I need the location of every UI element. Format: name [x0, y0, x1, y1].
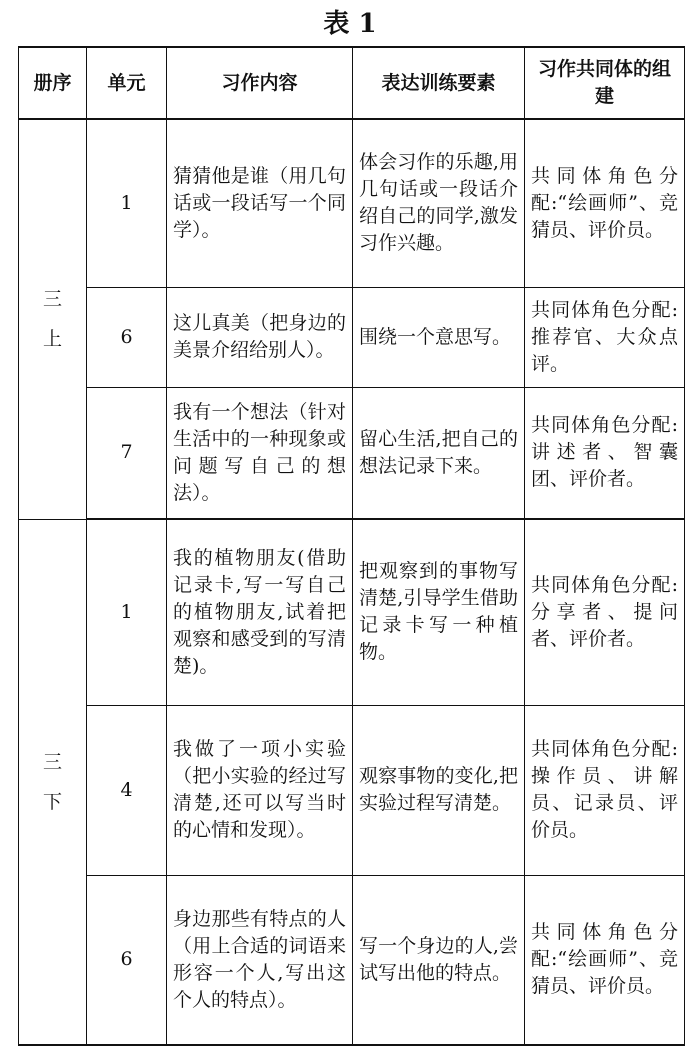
table-row: [19, 119, 685, 287]
community-cell: 共同体角色分配:分享者、提问者、评价者。: [525, 519, 685, 705]
skill-cell: 写一个身边的人,尝试写出他的特点。: [353, 875, 525, 1045]
table-caption: 表 1: [323, 9, 377, 39]
community-cell: 共同体角色分配:操作员、讲解员、记录员、评价员。: [525, 705, 685, 875]
table-row: [19, 705, 685, 875]
header-content: 习作内容: [167, 47, 353, 119]
community-cell: 共同体角色分配:“绘画师”、竞猜员、评价员。: [525, 875, 685, 1045]
unit-cell: 1: [87, 519, 167, 705]
content-cell: 猜猜他是谁（用几句话或一段话写一个同学）。: [167, 119, 353, 287]
community-cell: 共同体角色分配:推荐官、大众点评。: [525, 287, 685, 387]
header-community: 习作共同体的组建: [525, 47, 685, 119]
content-cell: 身边那些有特点的人（用上合适的词语来形容一个人,写出这个人的特点）。: [167, 875, 353, 1045]
skill-cell: 观察事物的变化,把实验过程写清楚。: [353, 705, 525, 875]
community-cell: 共同体角色分配:讲述者、智囊团、评价者。: [525, 387, 685, 519]
skill-cell: 留心生活,把自己的想法记录下来。: [353, 387, 525, 519]
content-cell: 我的植物朋友(借助记录卡,写一写自己的植物朋友,试着把观察和感受到的写清楚)。: [167, 519, 353, 705]
header-row: [19, 47, 685, 119]
content-cell: 我有一个想法（针对生活中的一种现象或问题写自己的想法）。: [167, 387, 353, 519]
skill-cell: 体会习作的乐趣,用几句话或一段话介绍自己的同学,激发习作兴趣。: [353, 119, 525, 287]
table-row: [19, 287, 685, 387]
unit-cell: 4: [87, 705, 167, 875]
content-cell: 这儿真美（把身边的美景介绍给别人）。: [167, 287, 353, 387]
skill-cell: 把观察到的事物写清楚,引导学生借助记录卡写一种植物。: [353, 519, 525, 705]
grade-cell: [19, 119, 87, 519]
table-row: [19, 875, 685, 1045]
header-volume: 册序: [19, 47, 87, 119]
header-unit: 单元: [87, 47, 167, 119]
content-cell: 我做了一项小实验（把小实验的经过写清楚,还可以写当时的心情和发现）。: [167, 705, 353, 875]
unit-cell: 6: [87, 875, 167, 1045]
table-row: [19, 519, 685, 705]
grade-label: 三上: [42, 288, 62, 351]
table-row: [19, 387, 685, 519]
header-skill: 表达训练要素: [353, 47, 525, 119]
unit-cell: 6: [87, 287, 167, 387]
grade-label: 三下: [42, 750, 62, 813]
unit-cell: 1: [87, 119, 167, 287]
grade-cell: [19, 519, 87, 1045]
community-cell: 共同体角色分配:“绘画师”、竞猜员、评价员。: [525, 119, 685, 287]
skill-cell: 围绕一个意思写。: [353, 287, 525, 387]
writing-plan-table: [18, 46, 685, 1046]
unit-cell: 7: [87, 387, 167, 519]
